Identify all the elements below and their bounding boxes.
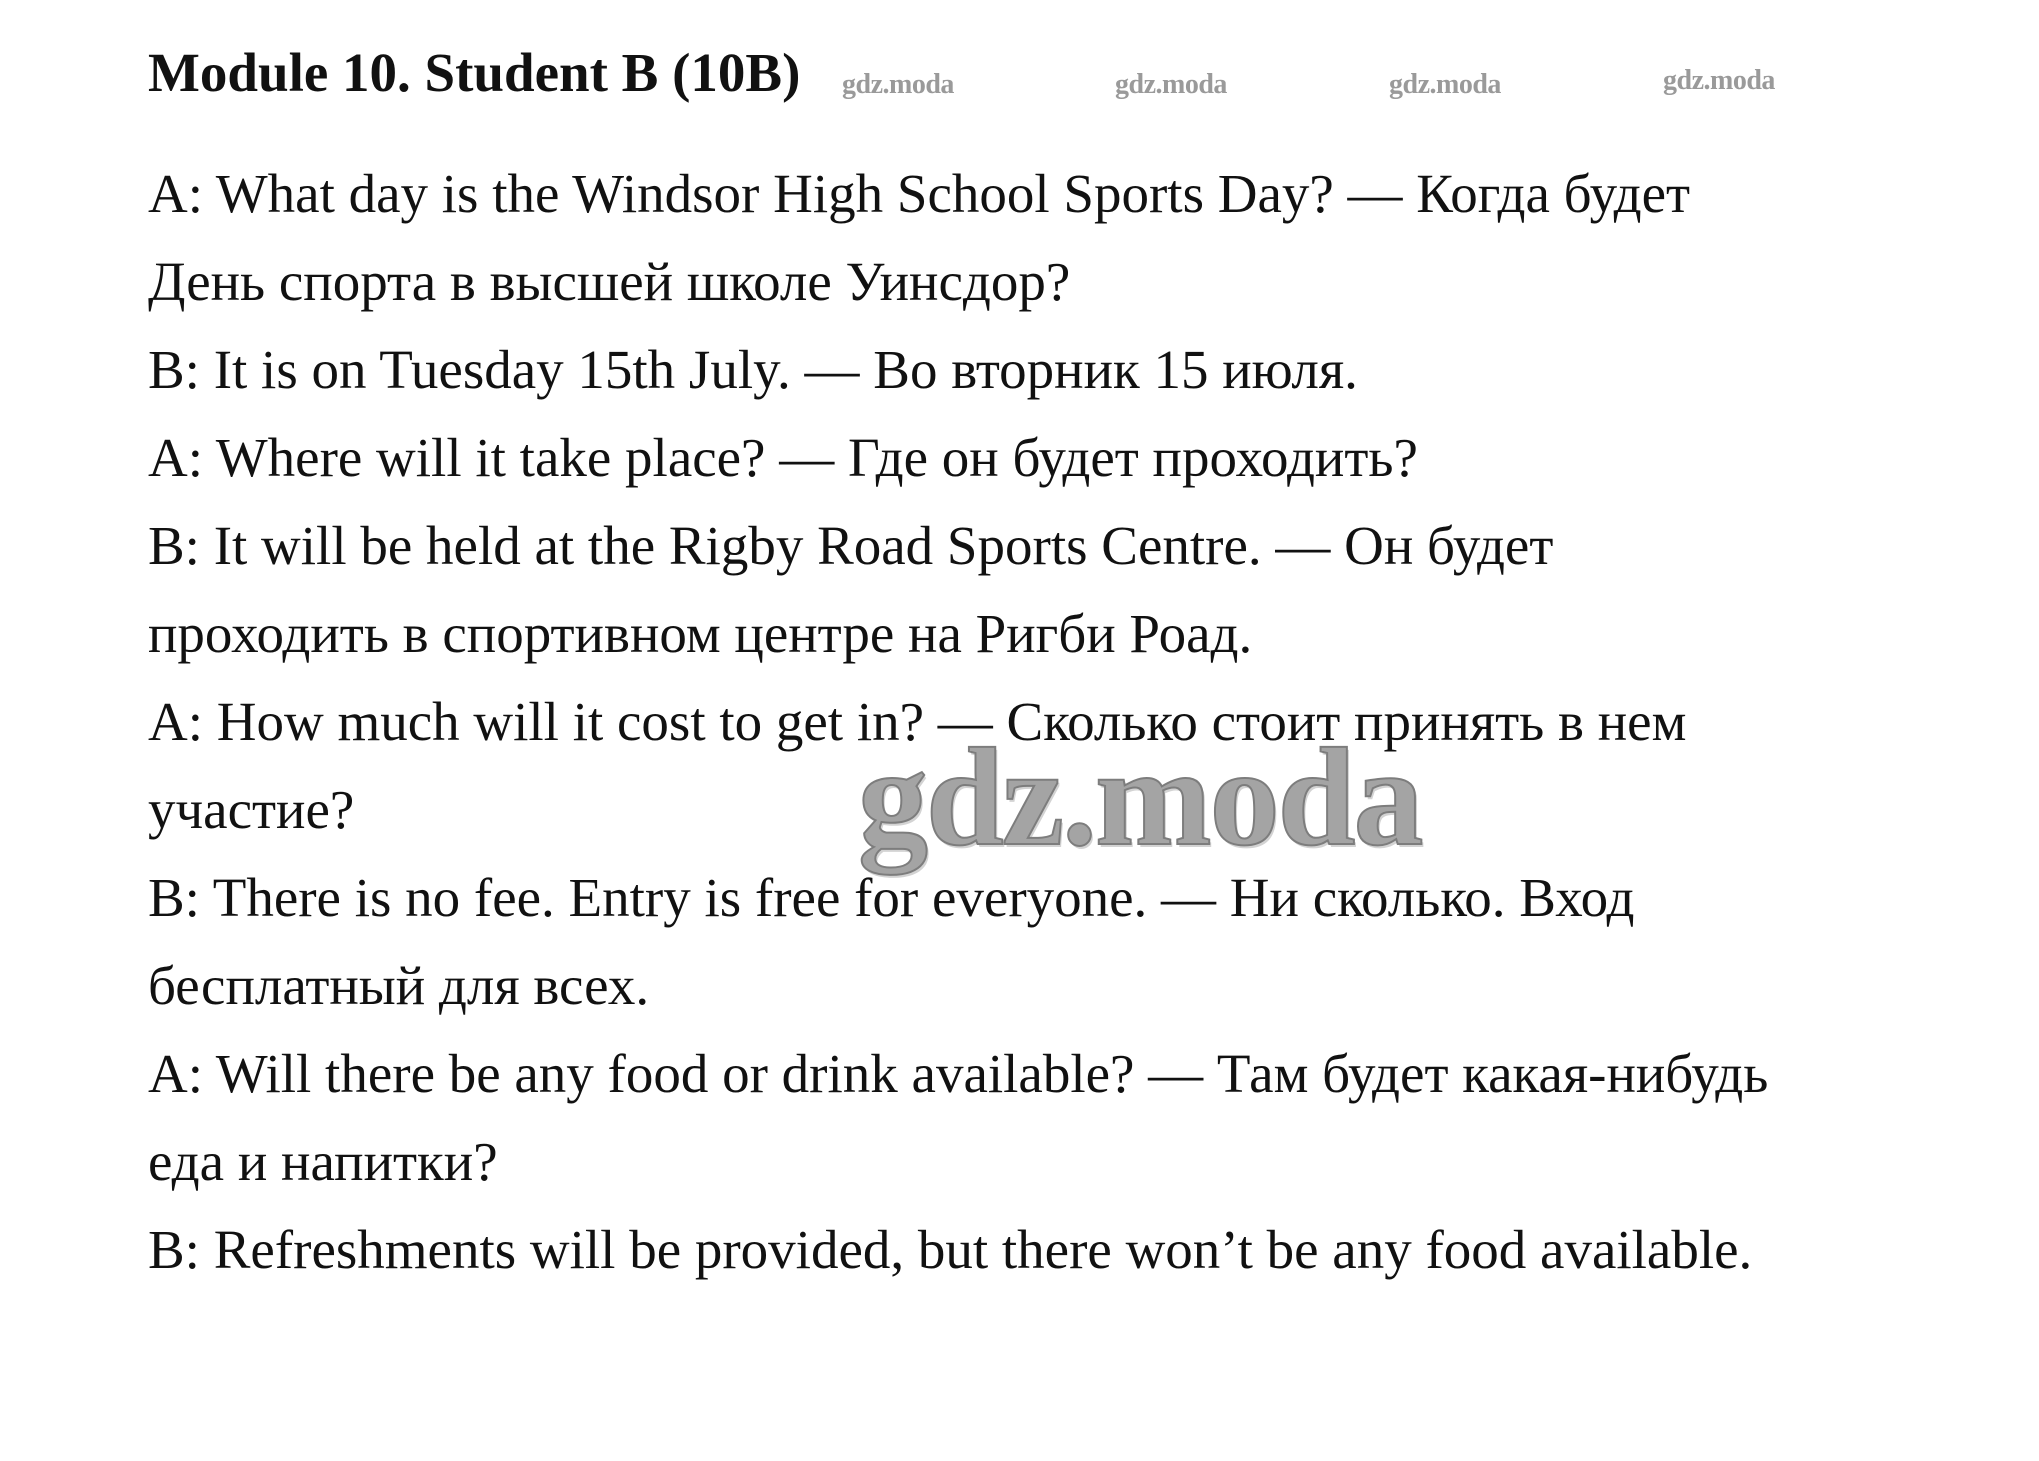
dialog-line: A: Will there be any food or drink available? — Там будет какая-нибудь — [148, 1043, 1769, 1104]
dialog-line: B: It is on Tuesday 15th July. — Во вторник 15 июля. — [148, 339, 1358, 400]
dialog-line: B: Refreshments will be provided, but there won’t be any food available. — [148, 1219, 1753, 1280]
dialog-line: еда и напитки? — [148, 1131, 498, 1192]
watermark-small-4: gdz.moda — [1663, 65, 1775, 96]
watermark-small-1: gdz.moda — [842, 69, 954, 100]
dialog-line: участие? — [148, 779, 355, 840]
dialog-line: B: It will be held at the Rigby Road Sports Centre. — Он будет — [148, 515, 1554, 576]
dialog-line: бесплатный для всех. — [148, 955, 650, 1016]
watermark-large: gdz.moda — [858, 720, 1422, 875]
dialog-line: A: What day is the Windsor High School Sports Day? — Когда будет — [148, 163, 1691, 224]
dialog-line: A: How much will it cost to get in? — Сколько стоит принять в нем — [148, 691, 1687, 752]
watermark-small-3: gdz.moda — [1389, 69, 1501, 100]
dialog-line: проходить в спортивном центре на Ригби Роад. — [148, 603, 1253, 664]
dialog-line: B: There is no fee. Entry is free for everyone. — Ни сколько. Вход — [148, 867, 1635, 928]
page-title: Module 10. Student B (10B) — [148, 42, 801, 103]
watermark-small-2: gdz.moda — [1115, 69, 1227, 100]
dialog-line: A: Where will it take place? — Где он будет проходить? — [148, 427, 1418, 488]
dialog-line: День спорта в высшей школе Уинсдор? — [148, 251, 1071, 312]
